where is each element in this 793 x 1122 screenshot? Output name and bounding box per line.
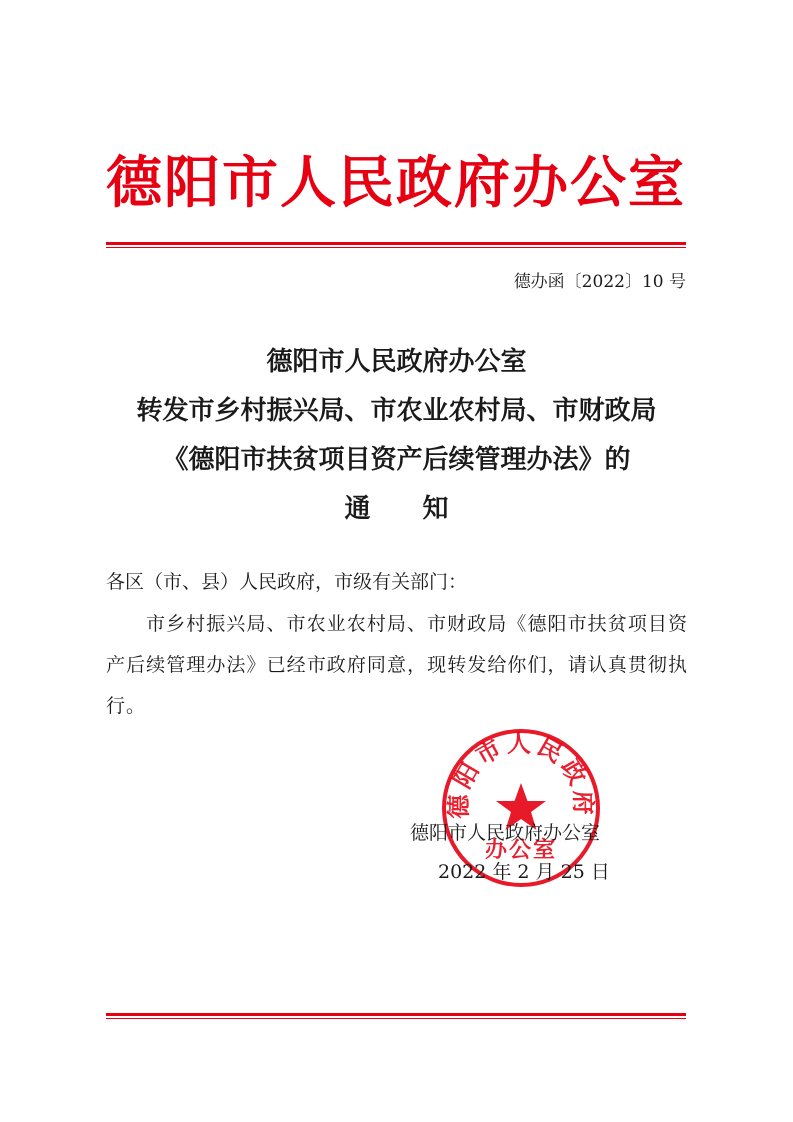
body-paragraph: 市乡村振兴局、市农业农村局、市财政局《德阳市扶贫项目资产后续管理办法》已经市政府同意，现转发给你们，请认真贯彻执行。 <box>106 613 688 717</box>
document-number: 德办函〔2022〕10 号 <box>513 272 686 292</box>
seal-bottom-text: 办公室 <box>484 838 558 863</box>
title-line-notice: 通知 <box>344 494 501 524</box>
seal-top-text: 德阳市人民政府 <box>444 729 598 819</box>
masthead-title: 德阳市人民政府办公室 <box>106 150 686 216</box>
signature-organization: 德阳市人民政府办公室 <box>410 822 601 844</box>
masthead-divider <box>106 242 686 245</box>
footer-divider <box>106 1013 686 1016</box>
salutation: 各区（市、县）人民政府，市级有关部门： <box>106 571 468 593</box>
masthead-divider-thin <box>106 247 686 248</box>
title-line-3: 《德阳市扶贫项目资产后续管理办法》的 <box>162 445 631 475</box>
document-title <box>80 338 713 534</box>
footer-divider-thin <box>106 1018 686 1019</box>
title-line-1: 德阳市人民政府办公室 <box>266 347 527 377</box>
title-line-2: 转发市乡村振兴局、市农业农村局、市财政局 <box>136 396 657 426</box>
signature-date: 2022 年 2 月 25 日 <box>438 861 610 883</box>
